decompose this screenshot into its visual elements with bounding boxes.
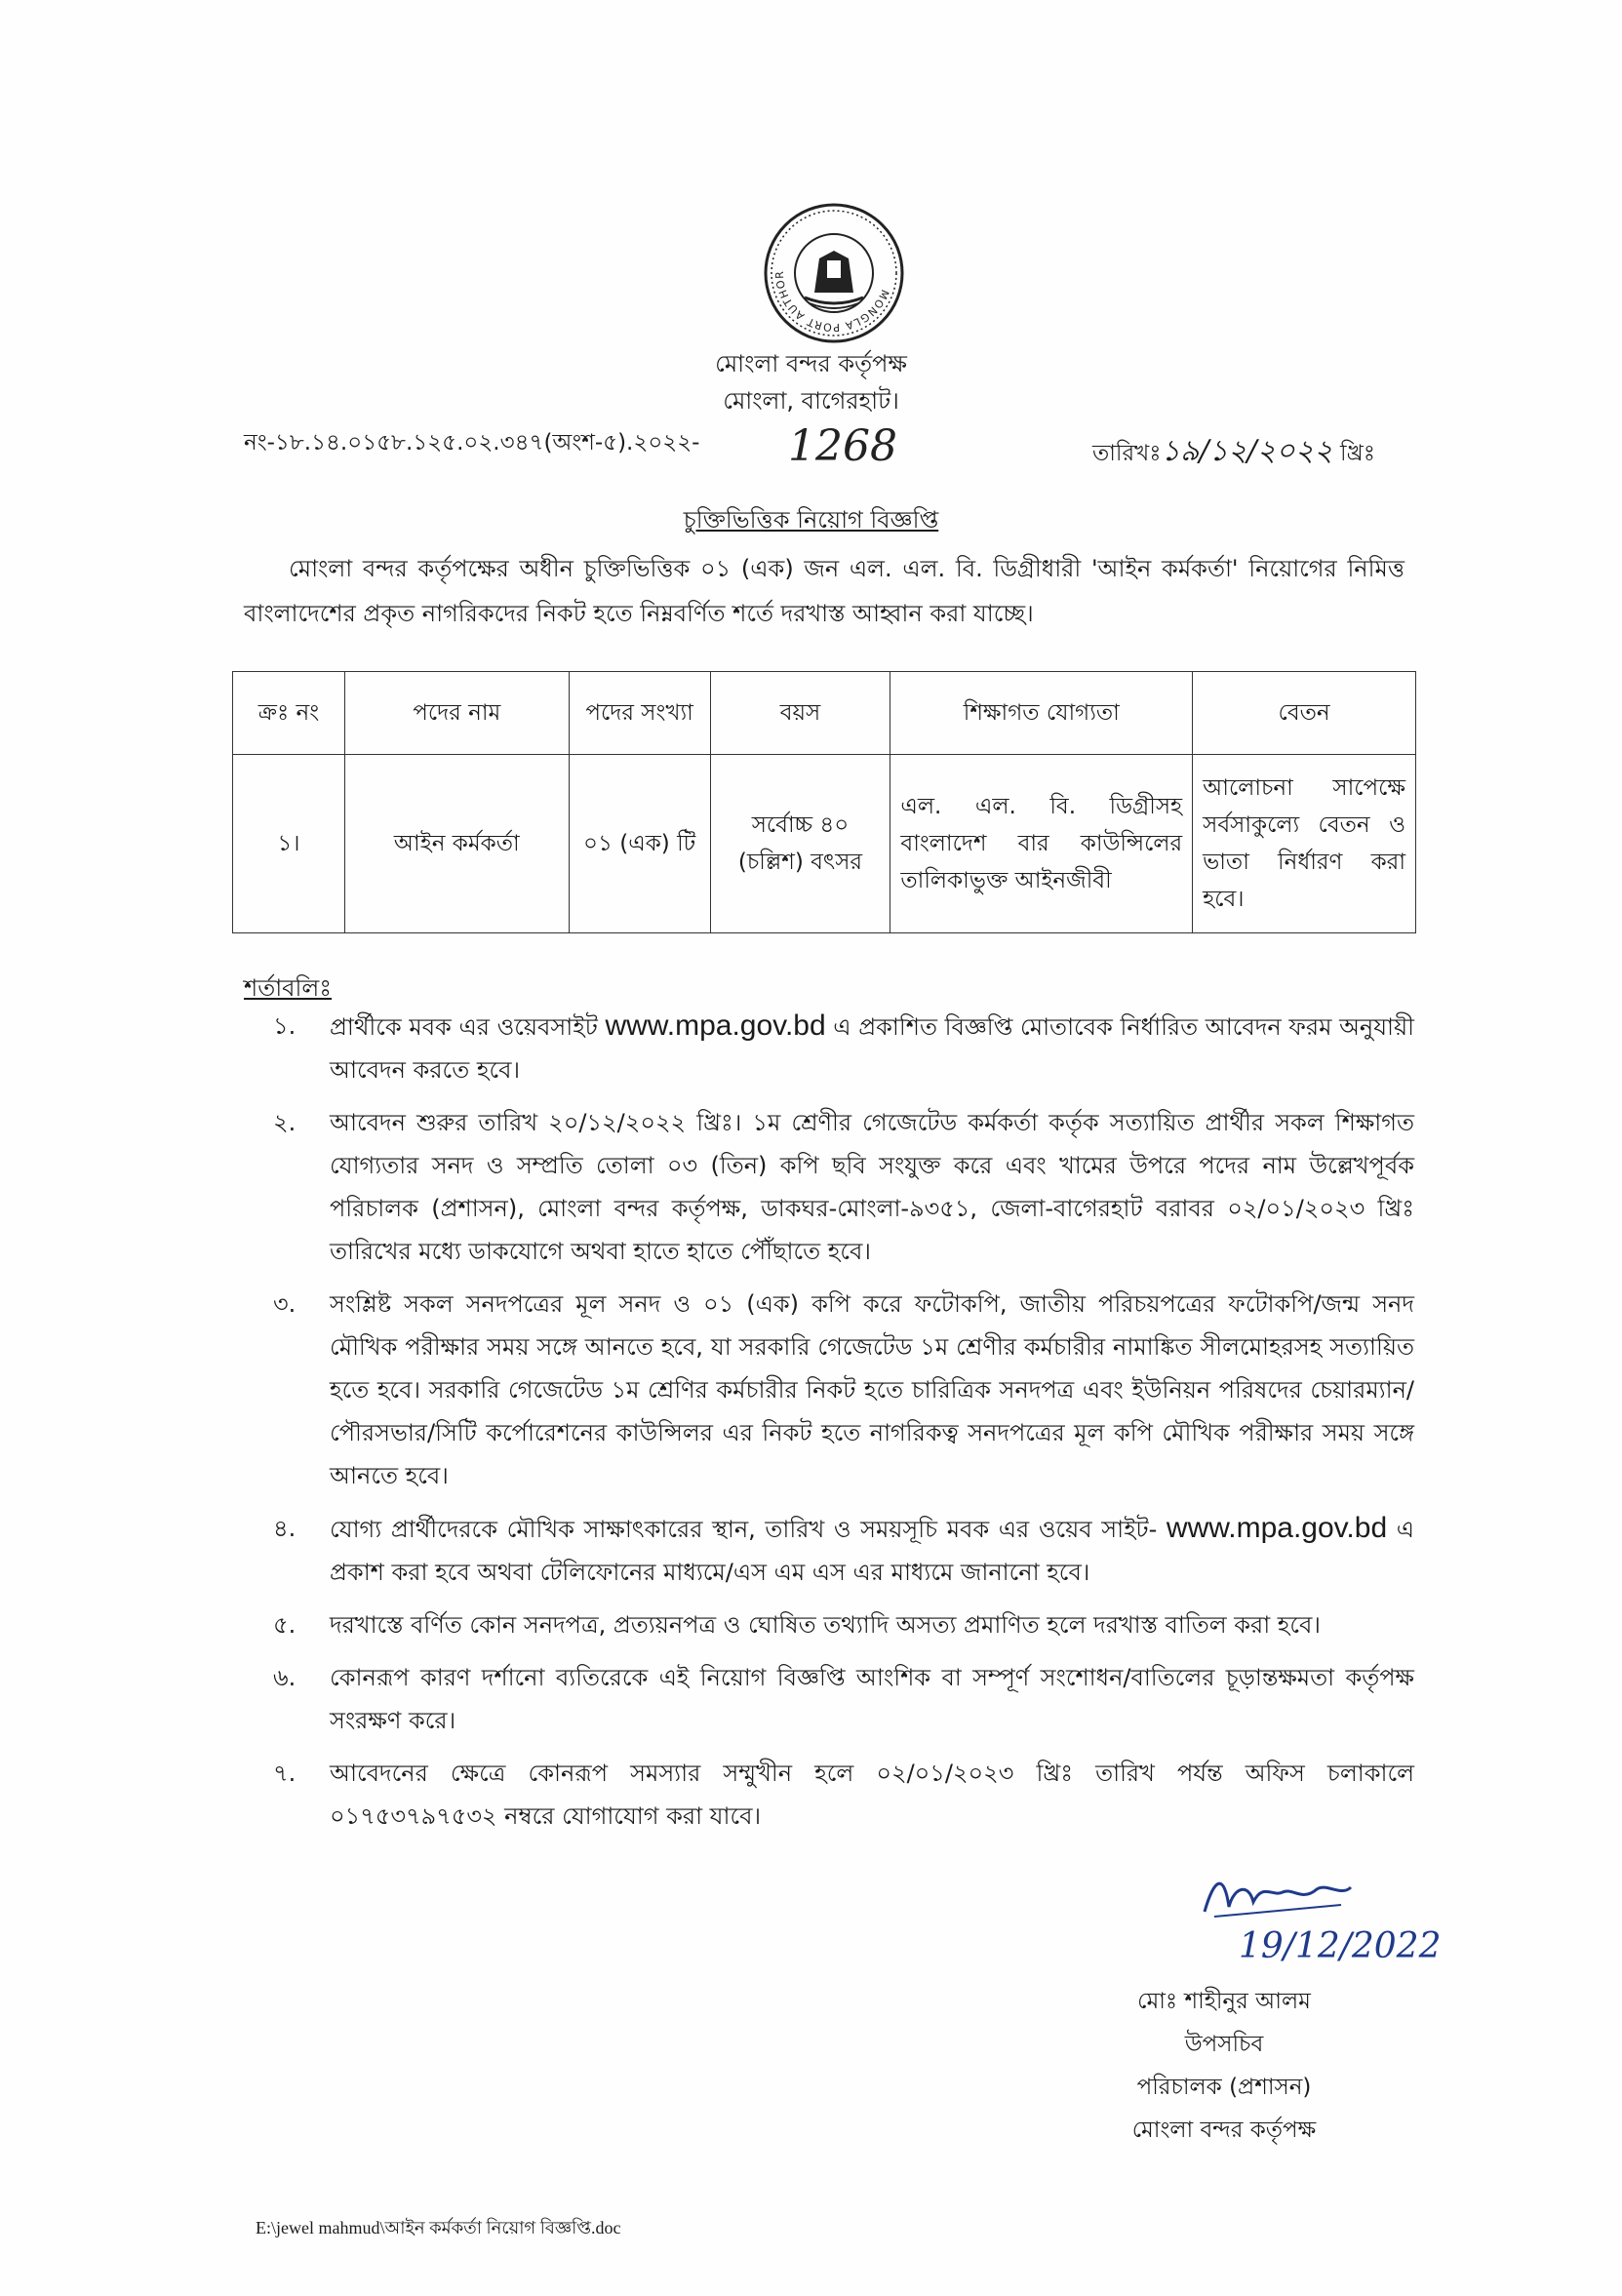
table-row [233,755,1416,933]
list-item [273,1656,1414,1742]
condition-text: আবেদন শুরুর তারিখ ২০/১২/২০২২ খ্রিঃ। ১ম শ্রেণীর গেজেটেড কর্মকর্তা কর্তৃক সত্যায়িত প্রার্থীর সকল শিক্ষাগত যোগ্যতার সনদ ও সম্প্রতি তোলা ০৩ (তিন) কপি ছবি সংযুক্ত করে এবং খামের উপরে পদের নাম উল্লেখপূর্বক পরিচালক (প্রশাসন), মোংলা বন্দর কর্তৃপক্ষ, ডাকঘর-মোংলা-৯৩৫১, জেলা-বাগেরহাট বরাবর ০২/০১/২০২৩ খ্রিঃ তারিখের মধ্যে ডাকযোগে অথবা হাতে হাতে পৌঁছাতে হবে। [330,1109,1414,1265]
list-item [273,1752,1414,1838]
signatory-block [1083,1980,1365,2152]
col-education: শিক্ষাগত যোগ্যতা [890,672,1193,755]
memo-reference-number: নং-১৮.১৪.০১৫৮.১২৫.০২.৩৪৭(অংশ-৫).২০২২- [244,430,700,455]
col-salary: বেতন [1193,672,1416,755]
conditions-list [273,1005,1414,1847]
date-value: ১৯/১২/২০২২ [1161,434,1333,468]
condition-number: ২. [273,1109,297,1136]
memo-reference-handwritten: 1268 [788,421,897,471]
conditions-heading: শর্তাবলিঃ [244,974,333,1002]
signatory-name: মোঃ শাহীনুর আলম [1137,1989,1311,2014]
condition-number: ৭. [273,1760,297,1787]
condition-text: প্রার্থীকে মবক এর ওয়েবসাইট www.mpa.gov.bd এ প্রকাশিত বিজ্ঞপ্তি মোতাবেক নির্ধারিত আবেদন ফরম অনুযায়ী আবেদন করতে হবে। [330,1009,1414,1084]
list-item [273,1005,1414,1091]
cell-serial: ১। [233,755,345,933]
col-post-count: পদের সংখ্যা [569,672,710,755]
col-post-name: পদের নাম [344,672,569,755]
condition-text: সংশ্লিষ্ট সকল সনদপত্রের মূল সনদ ও ০১ (এক) কপি করে ফটোকপি, জাতীয় পরিচয়পত্রের ফটোকপি/জন্ম সনদ মৌখিক পরীক্ষার সময় সঙ্গে আনতে হবে, যা সরকারি গেজেটেড ১ম শ্রেণীর কর্মচারীর নামাঙ্কিত সীলমোহরসহ সত্যায়িত হতে হবে। সরকারি গেজেটেড ১ম শ্রেণির কর্মচারীর নিকট হতে চারিত্রিক সনদপত্র এবং ইউনিয়ন পরিষদের চেয়ারম্যান/পৌরসভার/সিটি কর্পোরেশনের কাউন্সিলর এর নিকট হতে নাগরিকত্ব সনদপত্রের মূল কপি মৌখিক পরীক্ষার সময় সঙ্গে আনতে হবে। [330,1290,1414,1489]
signatory-post: পরিচালক (প্রশাসন) [1136,2075,1312,2100]
organization-address: মোংলা, বাগেরহাট। [723,387,899,415]
condition-text: দরখাস্তে বর্ণিত কোন সনদপত্র, প্রত্যয়নপত্র ও ঘোষিত তথ্যাদি অসত্য প্রমাণিত হলে দরখাস্ত বাতিল করা হবে। [330,1611,1321,1639]
condition-text: যোগ্য প্রার্থীদেরকে মৌখিক সাক্ষাৎকারের স্থান, তারিখ ও সময়সূচি মবক এর ওয়েব সাইট- www.mpa.gov.bd এ প্রকাশ করা হবে অথবা টেলিফোনের মাধ্যমে/এস এম এস এর মাধ্যমে জানানো হবে। [330,1512,1414,1586]
table-header-row [233,672,1416,755]
col-serial: ক্রঃ নং [233,672,345,755]
cell-salary: আলোচনা সাপেক্ষে সর্বসাকুল্যে বেতন ও ভাতা নির্ধারণ করা হবে। [1193,755,1416,933]
mongla-port-seal-logo [761,200,907,346]
date-label: তারিখঃ [1092,441,1162,466]
condition-number: ৪. [273,1515,297,1542]
organization-name: মোংলা বন্দর কর্তৃপক্ষ [715,350,907,377]
list-item [273,1283,1414,1497]
condition-text: আবেদনের ক্ষেত্রে কোনরূপ সমস্যার সম্মুখীন হলে ০২/০১/২০২৩ খ্রিঃ তারিখ পর্যন্ত অফিস চলাকালে ০১৭৫৩৭৯৭৫৩২ নম্বরে যোগাযোগ করা যাবে। [330,1760,1414,1830]
list-item [273,1603,1414,1646]
handwritten-signature [1195,1868,1390,1926]
notice-intro-paragraph: মোংলা বন্দর কর্তৃপক্ষের অধীন চুক্তিভিত্তিক ০১ (এক) জন এল. এল. বি. ডিগ্রীধারী 'আইন কর্মকর্তা' নিয়োগের নিমিত্ত বাংলাদেশের প্রকৃত নাগরিকদের নিকট হতে নিম্নবর্ণিত শর্তে দরখাস্ত আহ্বান করা যাচ্ছে। [244,555,1404,627]
cell-post-name: আইন কর্মকর্তা [344,755,569,933]
signature-date: 19/12/2022 [1239,1926,1442,1966]
condition-number: ৩. [273,1290,297,1318]
memo-date [1092,427,1375,477]
list-item [273,1507,1414,1594]
cell-post-count: ০১ (এক) টি [569,755,710,933]
col-age: বয়স [710,672,890,755]
condition-number: ১. [273,1012,297,1040]
file-path-footer: E:\jewel mahmud\আইন কর্মকর্তা নিয়োগ বিজ্ঞপ্তি.doc [256,2218,621,2237]
condition-number: ৬. [273,1664,297,1691]
vacancy-table [232,671,1416,933]
svg-text:MONGLA PORT AUTHORITY: MONGLA PORT AUTHOR [772,269,891,335]
condition-text: কোনরূপ কারণ দর্শানো ব্যতিরেকে এই নিয়োগ বিজ্ঞপ্তি আংশিক বা সম্পূর্ণ সংশোধন/বাতিলের চূড়ান্তক্ষমতা কর্তৃপক্ষ সংরক্ষণ করে। [330,1664,1414,1734]
date-suffix: খ্রিঃ [1340,441,1375,466]
cell-age: সর্বোচ্চ ৪০ (চল্লিশ) বৎসর [710,755,890,933]
website-link[interactable]: www.mpa.gov.bd [1166,1512,1388,1544]
signatory-designation: উপসচিব [1184,2032,1264,2057]
cell-education: এল. এল. বি. ডিগ্রীসহ বাংলাদেশ বার কাউন্সিলের তালিকাভুক্ত আইনজীবী [890,755,1193,933]
signatory-organization: মোংলা বন্দর কর্তৃপক্ষ [1131,2118,1317,2143]
list-item [273,1101,1414,1273]
website-link[interactable]: www.mpa.gov.bd [605,1009,826,1042]
condition-number: ৫. [273,1611,297,1639]
notice-title: চুক্তিভিত্তিক নিয়োগ বিজ্ঞপ্তি [683,506,939,534]
